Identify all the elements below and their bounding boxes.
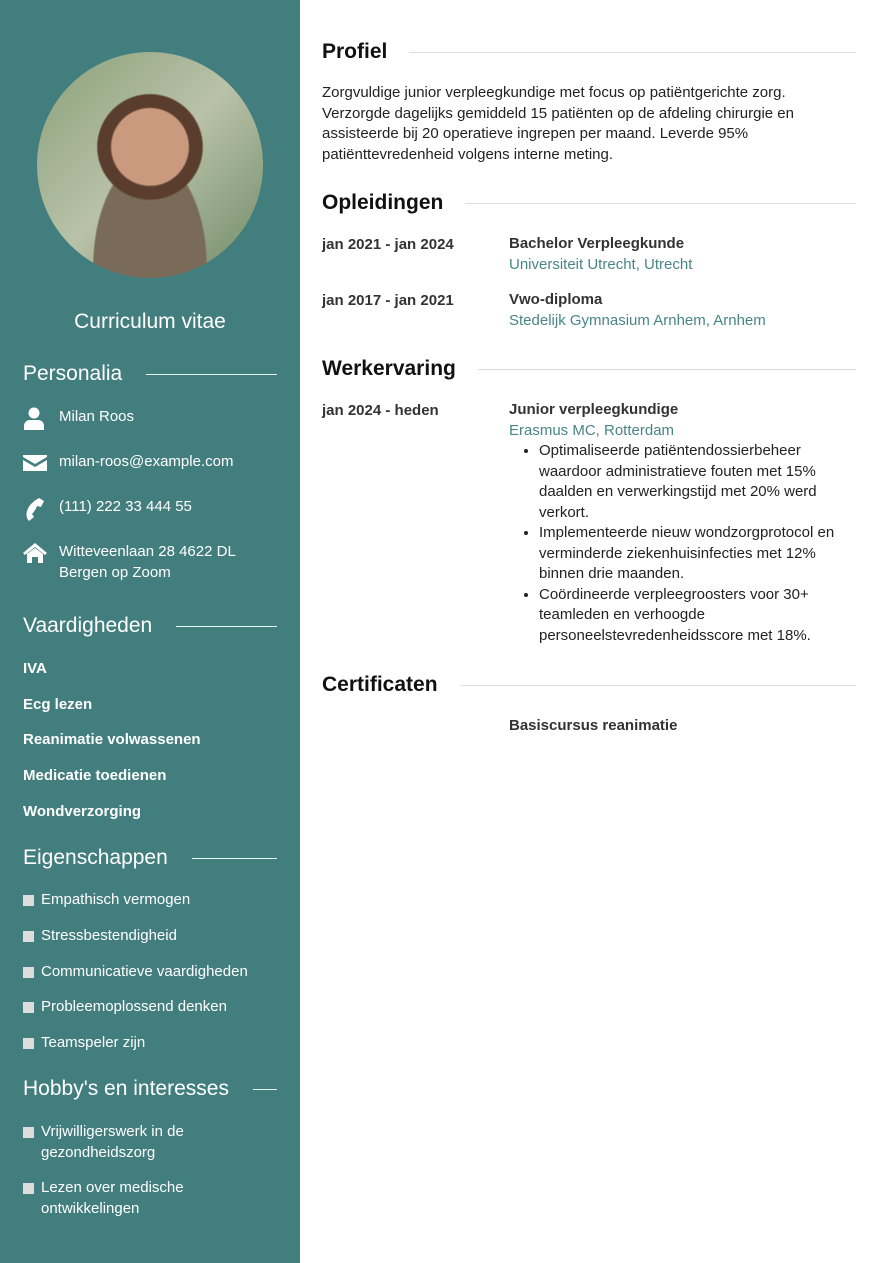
entry-org: Universiteit Utrecht, Utrecht (509, 255, 693, 273)
cert-entry (509, 716, 856, 737)
cv-title: Curriculum vitae (74, 310, 226, 333)
divider (478, 369, 856, 370)
divider (192, 858, 277, 859)
heading-text: Eigenschappen (23, 846, 168, 869)
bullet-square-icon (23, 967, 34, 978)
entry-org: Stedelijk Gymnasium Arnhem, Arnhem (509, 311, 766, 329)
trait-text: Empathisch vermogen (41, 891, 191, 908)
education-date: jan 2021 - jan 2024 (322, 236, 454, 253)
trait-text: Communicatieve vaardigheden (41, 963, 248, 980)
trait-item (23, 890, 273, 911)
bullet-item: • Optimaliseerde patiëntendossierbeheer waardoor administratieve fouten met 15% daalden en verwerkingstijd met 20% werd verkort. (539, 441, 856, 523)
divider (409, 52, 856, 53)
name-text: Milan Roos (59, 408, 135, 425)
address-text: Witteveenlaan 28 4622 DL Bergen op Zoom (59, 543, 236, 581)
entry-title: Junior verpleegkundige (509, 401, 679, 418)
heading-text: Hobby's en interesses (23, 1077, 229, 1100)
heading-text: Profiel (322, 40, 388, 63)
trait-text: Stressbestendigheid (41, 927, 177, 944)
home-icon (23, 542, 59, 583)
hobby-item (23, 1178, 223, 1219)
cert-title: Basiscursus reanimatie (509, 717, 678, 734)
education-entry (509, 290, 856, 331)
skill-item: Wondverzorging (23, 803, 142, 820)
trait-item (23, 1033, 273, 1054)
divider (146, 374, 277, 375)
hobby-text: Vrijwilligerswerk in de gezondheidszorg (41, 1123, 184, 1161)
divider (465, 203, 856, 204)
trait-text: Probleemoplossend denken (41, 998, 227, 1015)
user-icon (23, 407, 59, 438)
heading-text: Opleidingen (322, 191, 444, 214)
trait-item (23, 997, 273, 1018)
divider (176, 626, 277, 627)
phone-icon (23, 497, 59, 528)
skill-item: IVA (23, 660, 47, 677)
skill-item: Ecg lezen (23, 696, 93, 713)
contact-address (23, 542, 273, 583)
profile-photo (37, 52, 263, 278)
hobby-item (23, 1122, 223, 1163)
skill-item: Reanimatie volwassenen (23, 731, 201, 748)
work-date: jan 2024 - heden (322, 402, 439, 419)
bullet-square-icon (23, 1038, 34, 1049)
bullet-square-icon (23, 1002, 34, 1013)
hobby-text: Lezen over medische ontwikkelingen (41, 1179, 184, 1217)
phone-text: (111) 222 33 444 55 (59, 498, 192, 515)
education-heading (322, 191, 856, 215)
work-heading (322, 357, 856, 381)
trait-item (23, 962, 273, 983)
contact-email (23, 452, 233, 479)
education-entry (509, 234, 856, 275)
heading-text: Personalia (23, 362, 123, 385)
envelope-icon (23, 452, 59, 479)
bullet-square-icon (23, 1183, 34, 1194)
education-date: jan 2017 - jan 2021 (322, 292, 454, 309)
traits-heading (23, 846, 277, 870)
trait-text: Teamspeler zijn (41, 1034, 146, 1051)
trait-item (23, 926, 273, 947)
work-bullets (509, 441, 856, 646)
entry-title: Vwo-diploma (509, 291, 603, 308)
entry-title: Bachelor Verpleegkunde (509, 235, 685, 252)
bullet-item: • Implementeerde nieuw wondzorgprotocol en verminderde ziekenhuisinfecties met 12% binnen drie maanden. (539, 523, 856, 585)
cert-heading (322, 673, 856, 697)
profile-text: Zorgvuldige junior verpleegkundige met focus op patiëntgerichte zorg. Verzorgde dagelijks gemiddeld 15 patiënten op de afdeling chirurgie en assisteerde bij 20 operatieve ingrepen per maand. Leverde 95% patiënttevredenheid volgens interne meting. (322, 84, 794, 163)
heading-text: Certificaten (322, 673, 438, 696)
hobbies-heading (23, 1077, 277, 1101)
profile-heading (322, 40, 856, 64)
sidebar (0, 0, 300, 1263)
divider (460, 685, 856, 686)
bullet-square-icon (23, 895, 34, 906)
heading-text: Vaardigheden (23, 614, 153, 637)
entry-org: Erasmus MC, Rotterdam (509, 421, 675, 439)
email-link[interactable]: milan-roos@example.com (59, 453, 234, 470)
contact-name (23, 407, 134, 438)
bullet-square-icon (23, 931, 34, 942)
personalia-heading (23, 362, 277, 386)
work-entry (509, 400, 856, 646)
skills-heading (23, 614, 277, 638)
heading-text: Werkervaring (322, 357, 456, 380)
skill-item: Medicatie toedienen (23, 767, 167, 784)
bullet-item: • Coördineerde verpleegroosters voor 30+ teamleden en verhoogde personeelstevredenheidsscore met 18%. (539, 585, 856, 647)
divider (253, 1089, 277, 1090)
contact-phone (23, 497, 192, 528)
bullet-square-icon (23, 1127, 34, 1138)
